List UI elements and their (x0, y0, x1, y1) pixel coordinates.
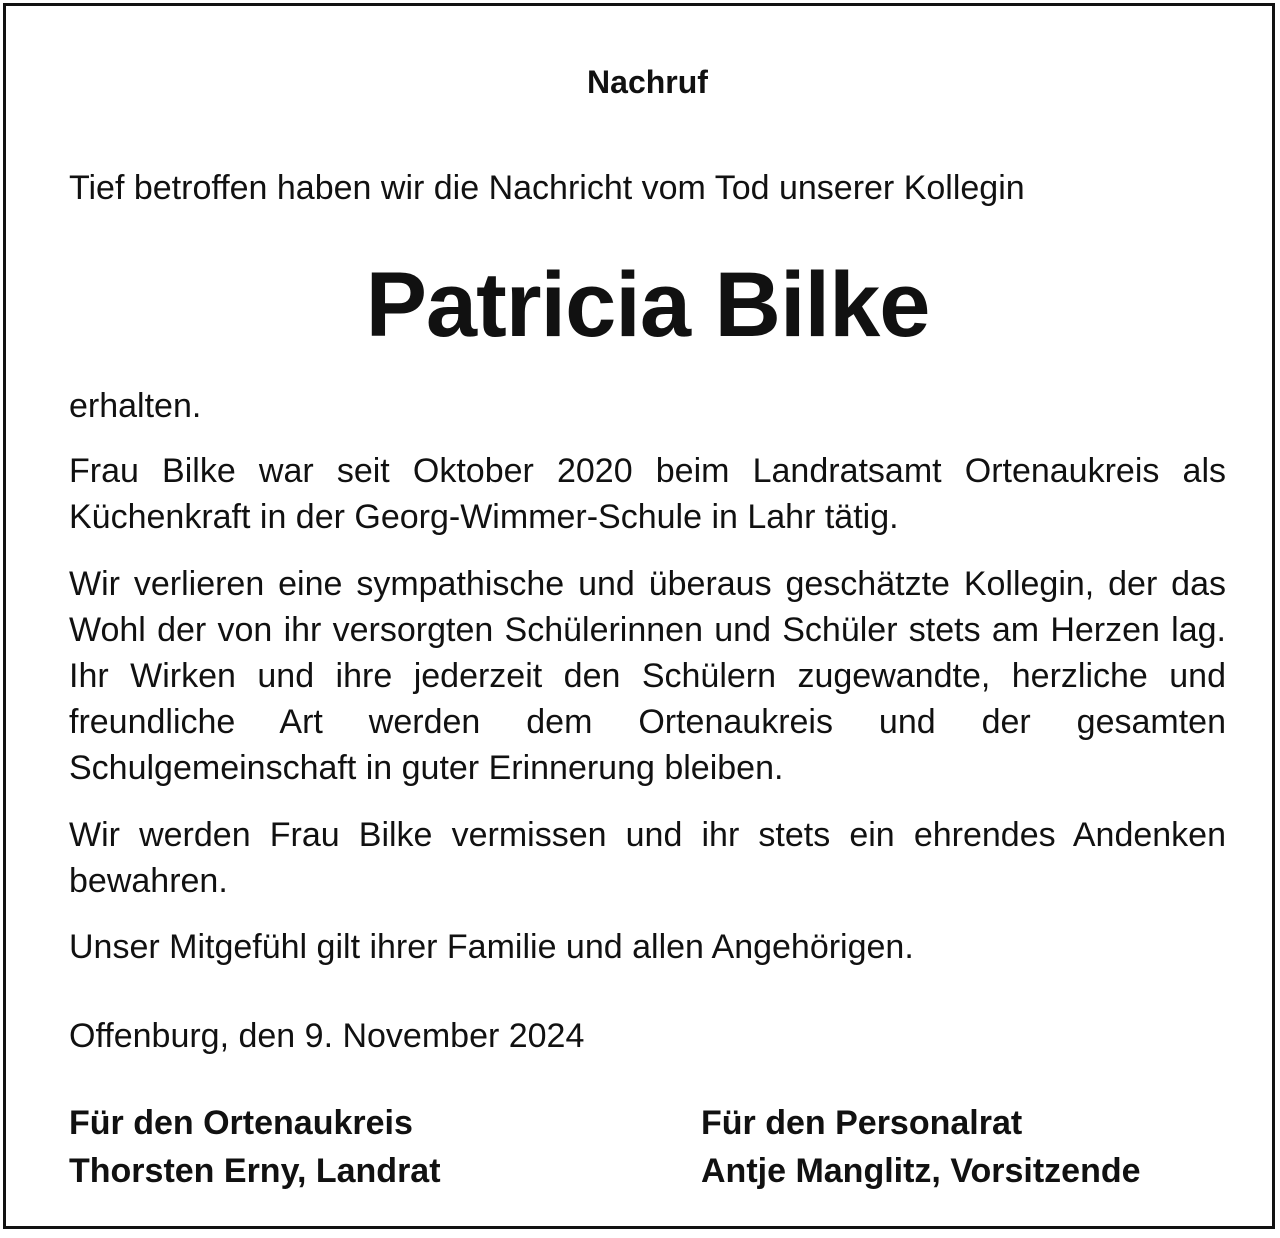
obituary-heading: Nachruf (587, 64, 708, 100)
deceased-name: Patricia Bilke (365, 254, 930, 356)
paragraph-remembrance: Wir werden Frau Bilke vermissen und ihr stets ein ehrendes Andenken bewahren. (69, 816, 1226, 900)
obituary-frame (3, 3, 1275, 1229)
place-date: Offenburg, den 9. November 2024 (69, 1017, 585, 1055)
after-name-text: erhalten. (69, 387, 202, 425)
signature-left-person: Thorsten Erny, Landrat (69, 1152, 441, 1190)
signature-left-organization: Für den Ortenaukreis (69, 1104, 413, 1142)
signature-right-person: Antje Manglitz, Vorsitzende (701, 1152, 1141, 1190)
signature-ortenaukreis (69, 1099, 441, 1195)
intro-text: Tief betroffen haben wir die Nachricht vom Tod unserer Kollegin (69, 169, 1025, 207)
paragraph-employment: Frau Bilke war seit Oktober 2020 beim Landratsamt Ortenaukreis als Küchenkraft in der Georg-Wimmer-Schule in Lahr tätig. (69, 452, 1226, 536)
signature-personalrat (701, 1099, 1141, 1195)
signature-right-organization: Für den Personalrat (701, 1104, 1023, 1142)
paragraph-condolence: Unser Mitgefühl gilt ihrer Familie und allen Angehörigen. (69, 928, 914, 966)
paragraph-tribute: Wir verlieren eine sympathische und überaus geschätzte Kollegin, der das Wohl der von ihr versorgten Schülerinnen und Schüler stets am Herzen lag. Ihr Wirken und ihre jederzeit den Schülern zugewandte, herzliche und freundliche Art werden dem Ortenaukreis und der gesamten Schulgemeinschaft in guter Erinnerung bleiben. (69, 565, 1226, 787)
